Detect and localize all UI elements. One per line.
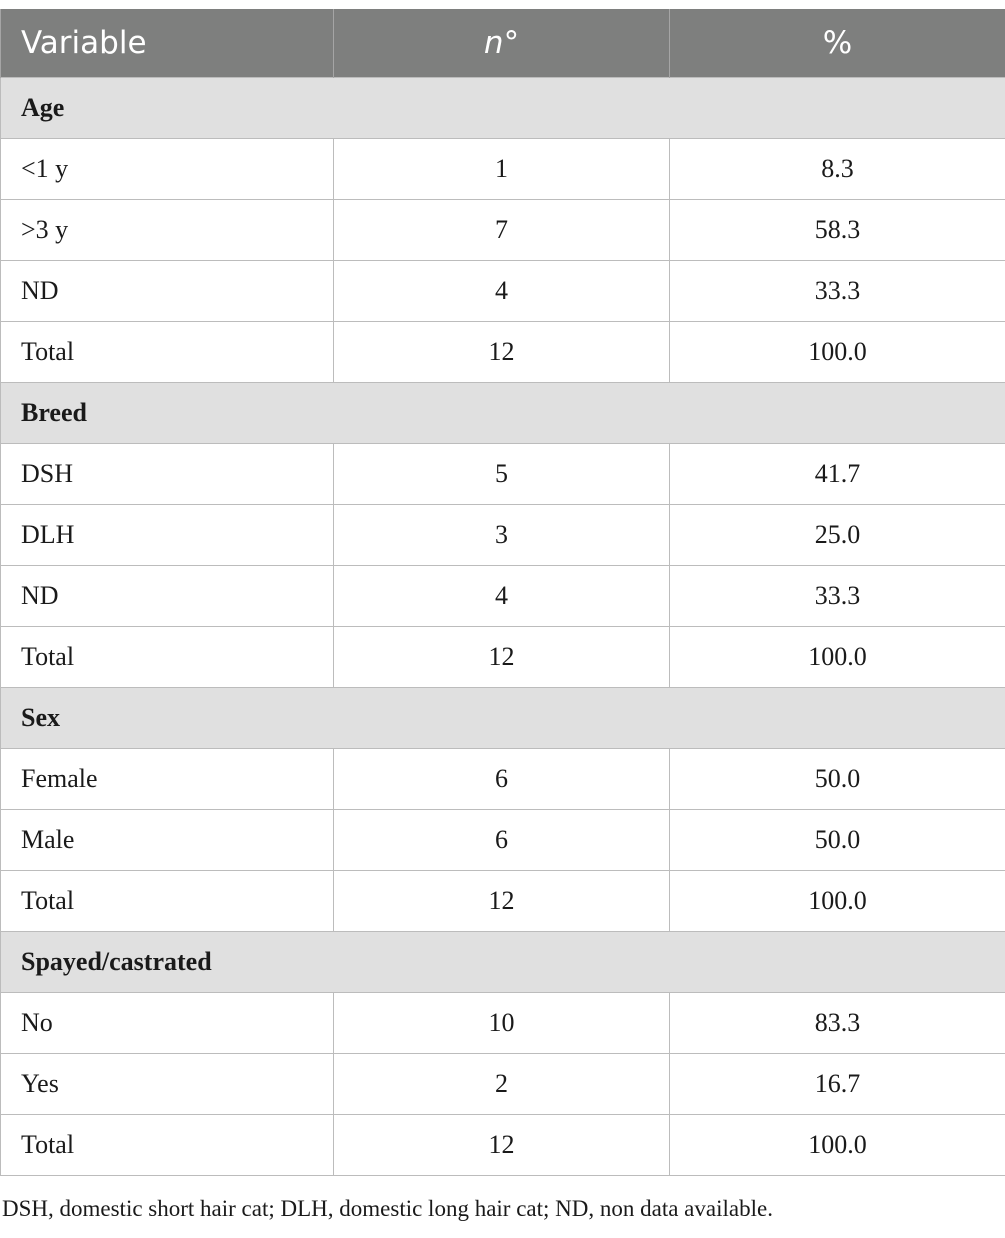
row-count: 4 xyxy=(334,261,670,322)
row-label: Total xyxy=(1,871,334,932)
row-count: 12 xyxy=(334,322,670,383)
row-percent: 50.0 xyxy=(670,810,1005,871)
section-title: Breed xyxy=(1,383,1005,444)
header-variable: Variable xyxy=(1,9,334,78)
row-label: >3 y xyxy=(1,200,334,261)
row-label: DLH xyxy=(1,505,334,566)
row-count: 3 xyxy=(334,505,670,566)
table-row xyxy=(1,1054,1005,1115)
table-row xyxy=(1,139,1005,200)
row-count: 12 xyxy=(334,871,670,932)
row-percent: 33.3 xyxy=(670,261,1005,322)
row-count: 1 xyxy=(334,139,670,200)
data-table-container xyxy=(0,9,1005,1176)
table-row xyxy=(1,993,1005,1054)
row-count: 7 xyxy=(334,200,670,261)
row-count: 12 xyxy=(334,627,670,688)
row-label: Yes xyxy=(1,1054,334,1115)
row-percent: 58.3 xyxy=(670,200,1005,261)
row-percent: 41.7 xyxy=(670,444,1005,505)
section-header-row xyxy=(1,932,1005,993)
section-title: Age xyxy=(1,78,1005,139)
row-label: ND xyxy=(1,566,334,627)
row-count: 10 xyxy=(334,993,670,1054)
section-header-row xyxy=(1,383,1005,444)
row-label: <1 y xyxy=(1,139,334,200)
row-label: No xyxy=(1,993,334,1054)
row-count: 6 xyxy=(334,749,670,810)
row-count: 4 xyxy=(334,566,670,627)
section-title: Spayed/castrated xyxy=(1,932,1005,993)
row-label: Female xyxy=(1,749,334,810)
row-label: Total xyxy=(1,627,334,688)
row-percent: 25.0 xyxy=(670,505,1005,566)
data-table xyxy=(0,9,1005,1176)
section-header-row xyxy=(1,688,1005,749)
row-percent: 16.7 xyxy=(670,1054,1005,1115)
row-label: Total xyxy=(1,322,334,383)
row-count: 5 xyxy=(334,444,670,505)
table-row xyxy=(1,200,1005,261)
table-row xyxy=(1,566,1005,627)
table-row xyxy=(1,1115,1005,1176)
row-label: Male xyxy=(1,810,334,871)
table-footnote: DSH, domestic short hair cat; DLH, domestic long hair cat; ND, non data available. xyxy=(2,1196,773,1221)
table-row xyxy=(1,810,1005,871)
table-row xyxy=(1,261,1005,322)
table-row xyxy=(1,505,1005,566)
row-percent: 100.0 xyxy=(670,627,1005,688)
row-percent: 8.3 xyxy=(670,139,1005,200)
table-body xyxy=(1,78,1005,1176)
row-label: DSH xyxy=(1,444,334,505)
row-percent: 100.0 xyxy=(670,322,1005,383)
row-percent: 50.0 xyxy=(670,749,1005,810)
table-row xyxy=(1,627,1005,688)
header-n xyxy=(334,9,670,78)
table-row xyxy=(1,322,1005,383)
section-header-row xyxy=(1,78,1005,139)
section-title: Sex xyxy=(1,688,1005,749)
header-n-letter: n xyxy=(483,25,504,61)
header-percent: % xyxy=(670,9,1005,78)
table-row xyxy=(1,749,1005,810)
table-row xyxy=(1,871,1005,932)
row-percent: 33.3 xyxy=(670,566,1005,627)
table-header-row xyxy=(1,9,1005,78)
row-label: Total xyxy=(1,1115,334,1176)
row-label: ND xyxy=(1,261,334,322)
row-count: 12 xyxy=(334,1115,670,1176)
row-count: 6 xyxy=(334,810,670,871)
header-n-suffix: ° xyxy=(503,25,520,61)
row-percent: 100.0 xyxy=(670,871,1005,932)
table-row xyxy=(1,444,1005,505)
row-percent: 83.3 xyxy=(670,993,1005,1054)
row-percent: 100.0 xyxy=(670,1115,1005,1176)
row-count: 2 xyxy=(334,1054,670,1115)
